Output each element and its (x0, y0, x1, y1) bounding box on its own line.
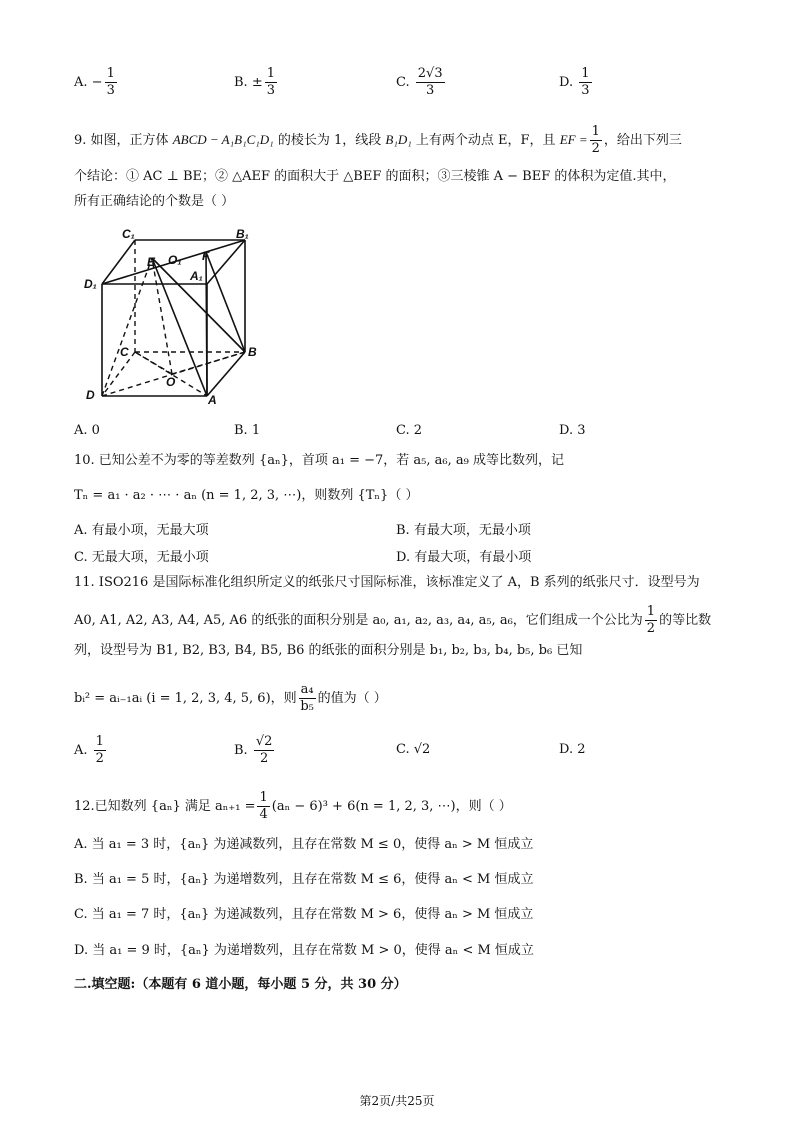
q12-option-a: A. 当 a₁ = 3 时，{aₙ} 为递减数列，且存在常数 M ≤ 0，使得 aₙ > M 恒成立 (74, 837, 534, 852)
q11-stem-line1: 11. ISO216 是国际标准化组织所定义的纸张尺寸国际标准，该标准定义了 A，B 系列的纸张尺寸．设型号为 (74, 575, 700, 590)
q12-stem: 12.已知数列 {aₙ} 满足 aₙ₊₁ = $\frac{1}{4}$ (aₙ − 6)³ + 6(n = 1, 2, 3, ⋯)，则（ ） (74, 790, 512, 822)
q10-option-c: C. 无最大项，无最小项 (74, 550, 209, 565)
q11-stem-line3: 列，设型号为 B1, B2, B3, B4, B5, B6 的纸张的面积分别是 b₁, b₂, b₃, b₄, b₅, b₆ 已知 (74, 643, 583, 658)
q9-option-a: A. 0 (74, 423, 100, 438)
q8-option-b: B. ± $\frac{1}{3}$ (234, 66, 276, 98)
label-d: D (86, 388, 95, 402)
label-d1: D₁ (84, 277, 97, 291)
q12-option-d: D. 当 a₁ = 9 时，{aₙ} 为递增数列，且存在常数 M > 0，使得 aₙ < M 恒成立 (74, 943, 534, 958)
q12-option-b: B. 当 a₁ = 5 时，{aₙ} 为递增数列，且存在常数 M ≤ 6，使得 aₙ < M 恒成立 (74, 872, 534, 887)
q12-option-c: C. 当 a₁ = 7 时，{aₙ} 为递减数列，且存在常数 M > 6，使得 aₙ > M 恒成立 (74, 907, 534, 922)
q10-option-b: B. 有最大项，无最小项 (396, 523, 531, 538)
label-a: A (208, 393, 217, 406)
label-b1: B₁ (236, 227, 249, 241)
q9-option-b: B. 1 (234, 423, 261, 438)
q9-stem-line2: 个结论：① AC ⊥ BE；② △AEF 的面积大于 △BEF 的面积；③三棱锥 A − BEF 的体积为定值.其中， (74, 169, 676, 184)
section-heading-fill-in: 二.填空题:（本题有 6 道小题，每小题 5 分，共 30 分） (74, 977, 407, 992)
q10-stem-line1: 10. 已知公差不为零的等差数列 {aₙ}，首项 a₁ = −7，若 a₅, a₆, a₉ 成等比数列，记 (74, 453, 564, 468)
cube-figure (80, 226, 280, 406)
label-b: B (248, 345, 257, 359)
q11-option-a: A. $\frac{1}{2}$ (74, 734, 104, 766)
q8-option-c: C. $\frac{2√3}{3}$ (396, 66, 443, 98)
q10-stem-line2: Tₙ = a₁ · a₂ · ⋯ · aₙ (n = 1, 2, 3, ⋯)，则数列 {Tₙ}（ ） (74, 488, 419, 503)
q9-stem-line1: 9. 如图，正方体 ABCD − A₁B₁C₁D₁ 的棱长为 1，线段 B₁D₁ 上有两个动点 E，F，且 EF = $\frac{1}{2}$ ，给出下列三 (74, 124, 682, 156)
q9-stem-line3: 所有正确结论的个数是（ ） (74, 194, 235, 209)
label-c: C (120, 345, 129, 359)
q11-stem-line2: A0, A1, A2, A3, A4, A5, A6 的纸张的面积分别是 a₀, a₁, a₂, a₃, a₄, a₅, a₆，它们组成一个公比为 $\frac{1}{2}$ 的等比数 (74, 604, 712, 636)
label-o: O (166, 375, 176, 389)
label-e: E (147, 255, 156, 269)
q11-option-d: D. 2 (559, 742, 586, 757)
label-c1: C₁ (122, 227, 135, 241)
q10-option-a: A. 有最小项，无最大项 (74, 523, 209, 538)
q11-option-c: C. √2 (396, 742, 431, 757)
q10-option-d: D. 有最大项，有最小项 (396, 550, 532, 565)
q9-option-d: D. 3 (559, 423, 586, 438)
q8-option-d: D. $\frac{1}{3}$ (559, 66, 590, 98)
q11-option-b: B. $\frac{√2}{2}$ (234, 734, 273, 766)
q9-option-c: C. 2 (396, 423, 423, 438)
q11-stem-line4: bᵢ² = aᵢ₋₁aᵢ (i = 1, 2, 3, 4, 5, 6)，则 $\frac{\text{a₄}}{\text{b₅}}$ 的值为（ ） (74, 682, 387, 714)
page-footer: 第2页/共25页 (359, 1094, 435, 1108)
label-a1: A₁ (190, 269, 203, 283)
label-f: F (202, 249, 210, 263)
label-o1: O₁ (168, 253, 182, 267)
q8-option-a: A. − $\frac{1}{3}$ (74, 66, 115, 98)
